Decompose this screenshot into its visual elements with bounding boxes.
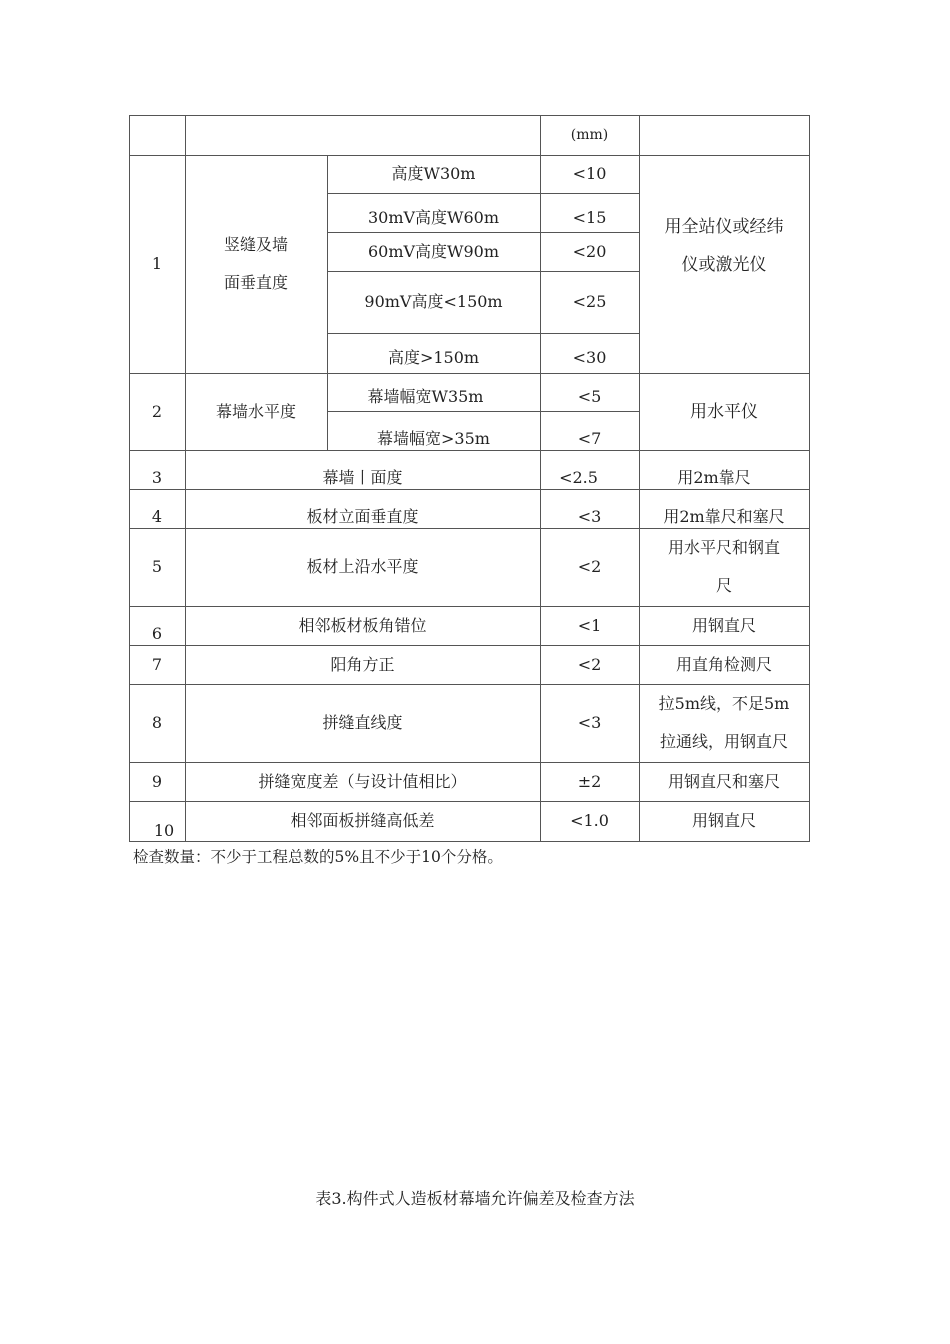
- row-1-cond-1: 高度W30m: [391, 164, 476, 183]
- row-10-no: 10: [153, 821, 175, 840]
- row-7-method: 用直角检测尺: [675, 654, 772, 674]
- inspection-quantity-note: 检查数量：不少于工程总数的5%且不少于10个分格。: [133, 848, 503, 866]
- row-3-tol: <2.5: [559, 468, 598, 487]
- row-1-no: 1: [151, 254, 163, 273]
- row-7-tol: <2: [577, 654, 602, 674]
- row-1-tol-4: <25: [572, 292, 607, 311]
- row-5-tol: <2: [577, 557, 602, 576]
- row-1-cond-3: 60mV高度W90m: [367, 241, 500, 261]
- row-1-tol-1: <10: [572, 164, 607, 183]
- row-9-tol: ±2: [577, 771, 602, 791]
- row-9-method: 用钢直尺和塞尺: [667, 771, 780, 791]
- row-10-tol: <1.0: [570, 811, 609, 830]
- row-1-cond-2: 30mV高度W60m: [367, 208, 500, 227]
- table-caption: 表3.构件式人造板材幕墙允许偏差及检查方法: [315, 1189, 635, 1208]
- row-2-tol-2: <7: [577, 429, 602, 448]
- row-9-no: 9: [151, 771, 163, 791]
- row-6-method: 用钢直尺: [691, 615, 756, 635]
- row-6-item: 相邻板材板角错位: [298, 615, 427, 635]
- row-2-no: 2: [151, 401, 163, 421]
- row-2-method: 用水平仪: [690, 401, 758, 422]
- row-8-item: 拼缝直线度: [322, 713, 403, 732]
- row-4-tol: <3: [577, 507, 602, 526]
- row-8-method: 拉5m线，不足5m 拉通线，用钢直尺: [658, 694, 790, 751]
- row-7-no: 7: [151, 654, 163, 674]
- row-5-no: 5: [151, 557, 163, 576]
- row-10-method: 用钢直尺: [691, 811, 756, 830]
- row-3-item: 幕墙丨面度: [322, 468, 403, 487]
- row-4-no: 4: [151, 507, 163, 526]
- header-unit: (mm): [570, 127, 609, 143]
- row-10-item: 相邻面板拼缝高低差: [290, 811, 435, 830]
- tolerance-table: [129, 115, 810, 842]
- row-3-method: 用2m靠尺: [677, 468, 751, 487]
- row-2-cond-2: 幕墙幅宽>35m: [377, 429, 490, 448]
- row-1-tol-2: <15: [572, 208, 607, 227]
- row-1-method: 用全站仪或经纬 仪或激光仪: [664, 217, 784, 275]
- row-2-item: 幕墙水平度: [215, 401, 296, 421]
- row-6-tol: <1: [577, 615, 602, 635]
- row-5-method: 用水平尺和钢直 尺: [667, 538, 780, 595]
- row-8-no: 8: [151, 713, 163, 732]
- row-9-item: 拼缝宽度差（与设计值相比）: [258, 771, 467, 791]
- row-6-no: 6: [151, 624, 163, 643]
- row-8-tol: <3: [577, 713, 602, 732]
- row-5-item: 板材上沿水平度: [306, 557, 419, 576]
- row-7-item: 阳角方正: [330, 654, 395, 674]
- row-4-method: 用2m靠尺和塞尺: [663, 507, 785, 526]
- row-1-cond-4: 90mV高度<150m: [364, 292, 503, 311]
- row-3-no: 3: [151, 468, 163, 487]
- row-2-tol-1: <5: [577, 387, 602, 406]
- row-4-item: 板材立面垂直度: [306, 507, 419, 526]
- row-1-cond-5: 高度>150m: [387, 348, 480, 367]
- row-1-tol-5: <30: [572, 348, 607, 367]
- row-1-item: 竖缝及墙 面垂直度: [223, 235, 288, 292]
- row-1-tol-3: <20: [572, 241, 607, 261]
- row-2-cond-1: 幕墙幅宽W35m: [367, 387, 484, 406]
